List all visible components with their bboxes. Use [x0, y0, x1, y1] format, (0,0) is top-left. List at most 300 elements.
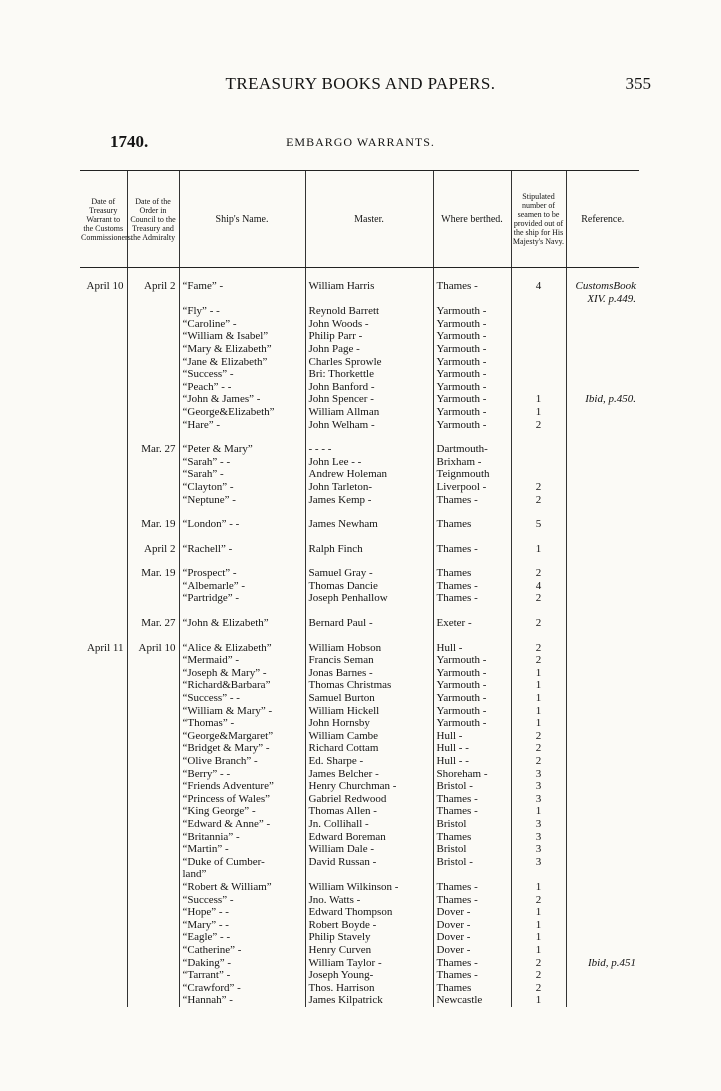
where-berthed-cell: Hull - — [433, 730, 511, 743]
spacer-cell — [80, 431, 127, 443]
where-berthed-cell: Bristol - — [433, 856, 511, 869]
treasury-date-cell — [80, 730, 127, 743]
seamen-count-cell: 2 — [511, 969, 566, 982]
treasury-date-cell — [80, 919, 127, 932]
column-header-reference: Reference. — [566, 171, 639, 268]
council-date-cell — [127, 730, 179, 743]
where-berthed-cell: Yarmouth - — [433, 356, 511, 369]
master-cell: Philip Parr - — [305, 330, 433, 343]
treasury-date-cell — [80, 755, 127, 768]
spacer-cell — [127, 268, 179, 281]
seamen-count-cell — [511, 356, 566, 369]
treasury-date-cell — [80, 580, 127, 593]
spacer-cell — [179, 605, 305, 617]
where-berthed-cell: Yarmouth - — [433, 318, 511, 331]
seamen-count-cell — [511, 293, 566, 306]
council-date-cell — [127, 994, 179, 1007]
seamen-count-cell: 2 — [511, 567, 566, 580]
reference-cell — [566, 518, 639, 531]
reference-cell: Ibid, p.451 — [566, 957, 639, 970]
where-berthed-cell: Brixham - — [433, 456, 511, 469]
column-header-ship: Ship's Name. — [179, 171, 305, 268]
council-date-cell — [127, 843, 179, 856]
table-row — [80, 280, 639, 293]
treasury-date-cell — [80, 768, 127, 781]
seamen-count-cell: 3 — [511, 856, 566, 869]
council-date-cell — [127, 592, 179, 605]
ship-name-cell: “Princess of Wales” — [179, 793, 305, 806]
treasury-date-cell — [80, 293, 127, 306]
ship-name-cell: “Mary” - - — [179, 919, 305, 932]
reference-cell — [566, 494, 639, 507]
seamen-count-cell: 1 — [511, 919, 566, 932]
spacer-row — [80, 555, 639, 567]
reference-cell — [566, 881, 639, 894]
spacer-cell — [511, 531, 566, 543]
where-berthed-cell: Hull - - — [433, 742, 511, 755]
table-row — [80, 755, 639, 768]
where-berthed-cell: Yarmouth - — [433, 654, 511, 667]
master-cell: Reynold Barrett — [305, 305, 433, 318]
treasury-date-cell — [80, 494, 127, 507]
where-berthed-cell: Thames — [433, 982, 511, 995]
spacer-cell — [566, 506, 639, 518]
table-row — [80, 518, 639, 531]
ship-name-cell: “Martin” - — [179, 843, 305, 856]
ship-name-cell: “Rachell” - — [179, 543, 305, 556]
master-cell: William Hobson — [305, 642, 433, 655]
spacer-cell — [433, 431, 511, 443]
master-cell: David Russan - — [305, 856, 433, 869]
council-date-cell — [127, 931, 179, 944]
treasury-date-cell — [80, 692, 127, 705]
table-row — [80, 456, 639, 469]
master-cell: Jonas Barnes - — [305, 667, 433, 680]
table-row — [80, 969, 639, 982]
master-cell: James Belcher - — [305, 768, 433, 781]
ship-name-cell: “Success” - — [179, 368, 305, 381]
spacer-cell — [511, 605, 566, 617]
treasury-date-cell — [80, 717, 127, 730]
section-title: EMBARGO WARRANTS. — [286, 135, 435, 149]
table-row — [80, 592, 639, 605]
seamen-count-cell: 1 — [511, 692, 566, 705]
table-row — [80, 567, 639, 580]
council-date-cell — [127, 755, 179, 768]
table-row — [80, 667, 639, 680]
where-berthed-cell: Teignmouth — [433, 468, 511, 481]
seamen-count-cell: 2 — [511, 419, 566, 432]
where-berthed-cell: Thames — [433, 831, 511, 844]
reference-cell — [566, 818, 639, 831]
seamen-count-cell: 2 — [511, 730, 566, 743]
council-date-cell — [127, 868, 179, 881]
master-cell: Thomas Allen - — [305, 805, 433, 818]
reference-cell — [566, 305, 639, 318]
treasury-date-cell — [80, 481, 127, 494]
spacer-cell — [127, 506, 179, 518]
master-cell: Edward Thompson — [305, 906, 433, 919]
ship-name-cell: “Clayton” - — [179, 481, 305, 494]
treasury-date-cell — [80, 381, 127, 394]
spacer-cell — [566, 431, 639, 443]
seamen-count-cell: 1 — [511, 393, 566, 406]
where-berthed-cell: Yarmouth - — [433, 692, 511, 705]
council-date-cell — [127, 381, 179, 394]
master-cell: William Allman — [305, 406, 433, 419]
council-date-cell — [127, 906, 179, 919]
treasury-date-cell — [80, 679, 127, 692]
reference-cell — [566, 843, 639, 856]
treasury-date-cell — [80, 330, 127, 343]
treasury-date-cell — [80, 705, 127, 718]
table-row — [80, 318, 639, 331]
where-berthed-cell: Thames - — [433, 969, 511, 982]
master-cell: James Kilpatrick — [305, 994, 433, 1007]
spacer-cell — [511, 268, 566, 281]
seamen-count-cell: 3 — [511, 843, 566, 856]
spacer-cell — [80, 605, 127, 617]
spacer-cell — [127, 605, 179, 617]
table-header-row — [80, 171, 639, 268]
treasury-date-cell — [80, 906, 127, 919]
spacer-cell — [566, 605, 639, 617]
ship-name-cell: “Prospect” - — [179, 567, 305, 580]
spacer-cell — [511, 506, 566, 518]
where-berthed-cell: Yarmouth - — [433, 717, 511, 730]
master-cell: Joseph Penhallow — [305, 592, 433, 605]
treasury-date-cell — [80, 931, 127, 944]
table-row — [80, 793, 639, 806]
column-header-council-date: Date of the Order in Council to the Treasury and the Admiralty — [127, 171, 179, 268]
seamen-count-cell: 2 — [511, 982, 566, 995]
where-berthed-cell: Yarmouth - — [433, 679, 511, 692]
ship-name-cell: “Berry” - - — [179, 768, 305, 781]
council-date-cell — [127, 705, 179, 718]
ship-name-cell: “Joseph & Mary” - — [179, 667, 305, 680]
spacer-cell — [566, 555, 639, 567]
table-row — [80, 717, 639, 730]
spacer-cell — [305, 630, 433, 642]
where-berthed-cell: Yarmouth - — [433, 368, 511, 381]
ship-name-cell: “Crawford” - — [179, 982, 305, 995]
seamen-count-cell: 3 — [511, 780, 566, 793]
where-berthed-cell: Thames - — [433, 881, 511, 894]
master-cell: Bernard Paul - — [305, 617, 433, 630]
reference-cell — [566, 481, 639, 494]
spacer-row — [80, 268, 639, 281]
ship-name-cell: “Peter & Mary” — [179, 443, 305, 456]
table-row — [80, 381, 639, 394]
council-date-cell — [127, 831, 179, 844]
where-berthed-cell — [433, 868, 511, 881]
reference-cell — [566, 906, 639, 919]
section-header — [0, 132, 721, 152]
spacer-cell — [566, 630, 639, 642]
where-berthed-cell: Dover - — [433, 931, 511, 944]
ship-name-cell: “King George” - — [179, 805, 305, 818]
where-berthed-cell: Hull - — [433, 642, 511, 655]
where-berthed-cell: Thames - — [433, 580, 511, 593]
reference-cell — [566, 368, 639, 381]
where-berthed-cell: Thames — [433, 518, 511, 531]
where-berthed-cell: Thames - — [433, 805, 511, 818]
seamen-count-cell: 1 — [511, 931, 566, 944]
table-row — [80, 494, 639, 507]
master-cell: Ralph Finch — [305, 543, 433, 556]
ship-name-cell: “George&Elizabeth” — [179, 406, 305, 419]
table-row — [80, 617, 639, 630]
council-date-cell — [127, 679, 179, 692]
where-berthed-cell: Yarmouth - — [433, 343, 511, 356]
seamen-count-cell: 2 — [511, 642, 566, 655]
table-row — [80, 293, 639, 306]
ship-name-cell: “Eagle” - - — [179, 931, 305, 944]
seamen-count-cell — [511, 468, 566, 481]
master-cell: Robert Boyde - — [305, 919, 433, 932]
column-header-where-berthed: Where berthed. — [433, 171, 511, 268]
master-cell: John Woods - — [305, 318, 433, 331]
seamen-count-cell: 2 — [511, 481, 566, 494]
spacer-cell — [305, 506, 433, 518]
ship-name-cell: “Caroline” - — [179, 318, 305, 331]
ship-name-cell: “Bridget & Mary” - — [179, 742, 305, 755]
where-berthed-cell: Thames - — [433, 894, 511, 907]
page-header — [0, 74, 721, 96]
master-cell: John Tarleton- — [305, 481, 433, 494]
reference-cell — [566, 456, 639, 469]
reference-cell — [566, 679, 639, 692]
ship-name-cell: “Richard&Barbara” — [179, 679, 305, 692]
spacer-cell — [127, 431, 179, 443]
treasury-date-cell — [80, 468, 127, 481]
treasury-date-cell — [80, 305, 127, 318]
ship-name-cell: “John & James” - — [179, 393, 305, 406]
reference-cell — [566, 617, 639, 630]
master-cell: William Hickell — [305, 705, 433, 718]
council-date-cell: April 10 — [127, 642, 179, 655]
ship-name-cell: “Hope” - - — [179, 906, 305, 919]
table-row — [80, 368, 639, 381]
spacer-cell — [305, 531, 433, 543]
council-date-cell — [127, 805, 179, 818]
table-row — [80, 419, 639, 432]
treasury-date-cell — [80, 318, 127, 331]
master-cell: John Welham - — [305, 419, 433, 432]
seamen-count-cell: 2 — [511, 957, 566, 970]
council-date-cell — [127, 818, 179, 831]
seamen-count-cell: 1 — [511, 705, 566, 718]
master-cell: James Newham — [305, 518, 433, 531]
treasury-date-cell — [80, 543, 127, 556]
treasury-date-cell — [80, 419, 127, 432]
reference-cell — [566, 406, 639, 419]
table-row — [80, 443, 639, 456]
seamen-count-cell — [511, 330, 566, 343]
table-row — [80, 831, 639, 844]
seamen-count-cell: 5 — [511, 518, 566, 531]
reference-cell — [566, 730, 639, 743]
table-row — [80, 705, 639, 718]
reference-cell — [566, 868, 639, 881]
treasury-date-cell — [80, 456, 127, 469]
spacer-cell — [511, 630, 566, 642]
council-date-cell — [127, 768, 179, 781]
seamen-count-cell: 1 — [511, 406, 566, 419]
table-row — [80, 982, 639, 995]
master-cell: Philip Stavely — [305, 931, 433, 944]
master-cell: Charles Sprowle — [305, 356, 433, 369]
spacer-cell — [80, 630, 127, 642]
table-row — [80, 330, 639, 343]
where-berthed-cell: Exeter - — [433, 617, 511, 630]
table-row — [80, 994, 639, 1007]
table-row — [80, 642, 639, 655]
spacer-cell — [305, 431, 433, 443]
where-berthed-cell: Yarmouth - — [433, 705, 511, 718]
council-date-cell: April 2 — [127, 543, 179, 556]
treasury-date-cell — [80, 343, 127, 356]
treasury-date-cell — [80, 368, 127, 381]
ship-name-cell: “William & Isabel” — [179, 330, 305, 343]
reference-cell — [566, 580, 639, 593]
treasury-date-cell: April 10 — [86, 280, 124, 292]
table-row — [80, 406, 639, 419]
table-row — [80, 543, 639, 556]
spacer-cell — [305, 605, 433, 617]
reference-cell — [566, 994, 639, 1007]
table-row — [80, 856, 639, 869]
spacer-cell — [179, 630, 305, 642]
spacer-cell — [80, 531, 127, 543]
table-row — [80, 957, 639, 970]
spacer-cell — [179, 531, 305, 543]
master-cell: Thomas Dancie — [305, 580, 433, 593]
seamen-count-cell: 2 — [511, 894, 566, 907]
master-cell — [305, 293, 433, 306]
ship-name-cell: “Jane & Elizabeth” — [179, 356, 305, 369]
table-row — [80, 580, 639, 593]
where-berthed-cell: Thames - — [433, 793, 511, 806]
treasury-date-cell — [80, 868, 127, 881]
master-cell: John Lee - - — [305, 456, 433, 469]
master-cell: William Dale - — [305, 843, 433, 856]
seamen-count-cell: 3 — [511, 818, 566, 831]
spacer-cell — [179, 555, 305, 567]
spacer-cell — [127, 531, 179, 543]
table-row — [80, 730, 639, 743]
council-date-cell — [127, 881, 179, 894]
spacer-cell — [433, 555, 511, 567]
master-cell — [305, 868, 433, 881]
seamen-count-cell: 2 — [511, 654, 566, 667]
seamen-count-cell: 1 — [511, 717, 566, 730]
master-cell: William Harris — [305, 280, 433, 293]
master-cell: Ed. Sharpe - — [305, 755, 433, 768]
ship-name-cell: “Britannia” - — [179, 831, 305, 844]
reference-cell — [566, 692, 639, 705]
master-cell: Francis Seman — [305, 654, 433, 667]
treasury-date-cell — [80, 667, 127, 680]
table-row — [80, 742, 639, 755]
master-cell: William Wilkinson - — [305, 881, 433, 894]
column-header-treasury-date: Date of Treasury Warrant to the Customs Commissioners. — [80, 171, 127, 268]
treasury-date-cell — [80, 994, 127, 1007]
table-row — [80, 768, 639, 781]
table-row — [80, 944, 639, 957]
reference-cell — [566, 768, 639, 781]
council-date-cell — [127, 894, 179, 907]
master-cell: Thos. Harrison — [305, 982, 433, 995]
table-row — [80, 356, 639, 369]
ship-name-cell: “Peach” - - — [179, 381, 305, 394]
treasury-date-cell — [80, 894, 127, 907]
where-berthed-cell: Yarmouth - — [433, 419, 511, 432]
treasury-date-cell — [80, 617, 127, 630]
reference-cell — [566, 468, 639, 481]
council-date-cell: Mar. 19 — [127, 518, 179, 531]
council-date-cell — [127, 293, 179, 306]
reference-cell: CustomsBook — [566, 280, 639, 293]
reference-cell — [566, 705, 639, 718]
where-berthed-cell: Thames - — [433, 957, 511, 970]
ship-name-cell: “Alice & Elizabeth” — [179, 642, 305, 655]
spacer-cell — [305, 268, 433, 281]
master-cell: John Page - — [305, 343, 433, 356]
master-cell: Jn. Collihall - — [305, 818, 433, 831]
spacer-row — [80, 630, 639, 642]
seamen-count-cell — [511, 381, 566, 394]
reference-cell — [566, 969, 639, 982]
council-date-cell: April 2 — [127, 280, 179, 293]
master-cell: John Spencer - — [305, 393, 433, 406]
reference-cell — [566, 831, 639, 844]
ship-name-cell: “Mary & Elizabeth” — [179, 343, 305, 356]
council-date-cell: Mar. 27 — [127, 617, 179, 630]
treasury-date-cell — [80, 957, 127, 970]
reference-cell — [566, 330, 639, 343]
treasury-date-cell — [80, 944, 127, 957]
where-berthed-cell: Yarmouth - — [433, 406, 511, 419]
seamen-count-cell: 1 — [511, 805, 566, 818]
council-date-cell — [127, 330, 179, 343]
council-date-cell — [127, 742, 179, 755]
ship-name-cell: “George&Margaret” — [179, 730, 305, 743]
reference-cell — [566, 780, 639, 793]
ship-name-cell: “Daking” - — [179, 957, 305, 970]
council-date-cell — [127, 793, 179, 806]
seamen-count-cell: 1 — [511, 543, 566, 556]
where-berthed-cell: Hull - - — [433, 755, 511, 768]
master-cell: Jno. Watts - — [305, 894, 433, 907]
table-row — [80, 843, 639, 856]
spacer-cell — [127, 630, 179, 642]
council-date-cell — [127, 481, 179, 494]
table-row — [80, 818, 639, 831]
council-date-cell — [127, 969, 179, 982]
seamen-count-cell: 1 — [511, 881, 566, 894]
treasury-date-cell — [80, 843, 127, 856]
where-berthed-cell: Thames - — [433, 494, 511, 507]
where-berthed-cell: Yarmouth - — [433, 381, 511, 394]
reference-cell — [566, 318, 639, 331]
where-berthed-cell: Dover - — [433, 944, 511, 957]
embargo-warrants-table — [80, 170, 639, 1007]
council-date-cell — [127, 717, 179, 730]
treasury-date-cell — [80, 518, 127, 531]
treasury-date-cell — [80, 831, 127, 844]
ship-name-cell: “Hare” - — [179, 419, 305, 432]
